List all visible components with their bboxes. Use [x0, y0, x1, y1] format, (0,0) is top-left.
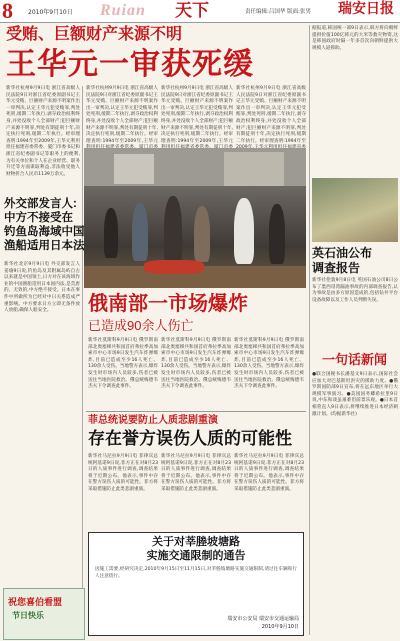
philippines-body-col1: 新华社马尼拉9月9日电 菲律宾总统阿基诺9日说,菲方正在对8月23日的人质事件进行调查,调查结果将于近期公布。他表示,事件中存在警方误伤人质的可能性。菲方将采取措施防止此类悲剧重演。: [88, 454, 158, 492]
section-title: 天下: [175, 1, 209, 20]
ad-line1: 祝您喜伯看盟: [8, 597, 63, 607]
side-headline-line1: 中方不接受在: [4, 212, 73, 224]
edition-logo: Ruian: [100, 2, 146, 19]
bp-body: 新华社伦敦9月8日电 英国石油公司8日公布了墨西哥湾漏油事故的内部调查报告,认为事故是由多方原因造成的,包括钻井平台设备故障以及工作人员判断失误。: [312, 278, 398, 303]
blast-body-col2: 新华社莫斯科9月9日电 俄罗斯南部北奥塞梯共和国首府弗拉季高加索市中心市场9日发生汽车炸弹爆炸,目前已造成至少16人死亡、130余人受伤。当地警方表示,爆炸发生时市场内人员较多,伤者已被送往当地医院救治。俄总统梅德韦杰夫下令调查此事件。: [161, 338, 231, 390]
brief-news-body: ●联合国秘书长潘基文9日表示,国际社会应加大对巴基斯坦洪灾的援助力度。●俄罗斯国防部9日宣布,将在远东地区举行大规模军事演习。●美国国务卿希拉里9日说,中东和谈虽艰难但前景乐观。●日本首相菅直人9日表示,将继续推进日本经济刺激计划。(均据新华社): [312, 372, 398, 417]
editors-credit: 责任编辑:吕国华 版面:张男: [245, 9, 311, 15]
ad-line2: 节日快乐: [12, 611, 44, 620]
column-divider: [82, 86, 83, 626]
blast-body-col3: 新华社莫斯科9月9日电 俄罗斯南部北奥塞梯共和国首府弗拉季高加索市中心市场9日发生汽车炸弹爆炸,目前已造成至少16人死亡、130余人受伤。当地警方表示,爆炸发生时市场内人员较多,伤者已被送往当地医院救治。俄总统梅德韦杰夫下令调查此事件。: [234, 338, 304, 390]
blast-subhead: 已造成90余人伤亡: [88, 318, 194, 333]
side-body: 新华社北京9月9日电 外交部发言人姜瑜9日说,钓鱼岛及其附属岛屿自古以来就是中国领土,日方对在该海域作业的中国渔船适用日本国内法,是荒唐的、无效的,中方绝不接受。日本在事件中所做所为已经对中日关系造成严重影响。中方要求日方立即无条件放人放船,确保人船安全。: [4, 262, 80, 314]
notice-body: 因施工需要,经研究决定,2010年9月15日至11月15日,对莘塍坡塘路实施交通限制,请过往车辆和行人注意绕行。: [95, 567, 297, 579]
bp-photo: [312, 178, 398, 242]
right-top-body: 据报道,韩国统一部9日表示,韩方将向朝鲜提供价值100亿韩元的大米等救灾物资,这是韩国政府时隔一年多首次向朝鲜提供大规模人道援助。: [312, 26, 398, 51]
brief-news-heading: 一句话新闻: [322, 352, 388, 367]
notice-date: 2010年9月10日: [261, 624, 299, 630]
lead-kicker: 受贿、巨额财产来源不明: [6, 26, 183, 43]
side-headline-line3: 渔船适用日本法: [4, 240, 85, 252]
blast-body-col1: 新华社莫斯科9月9日电 俄罗斯南部北奥塞梯共和国首府弗拉季高加索市中心市场9日发生汽车炸弹爆炸,目前已造成至少16人死亡、130余人受伤。当地警方表示,爆炸发生时市场内人员较多,伤者已被送往当地医院救治。俄总统梅德韦杰夫下令调查此事件。: [88, 338, 158, 390]
notice-title-2: 实施交通限制的通告: [146, 550, 246, 562]
bp-headline-line2: 调查报告: [312, 261, 361, 275]
traffic-notice: [88, 532, 304, 636]
newspaper-name: 瑞安日报: [338, 2, 394, 17]
masthead: [0, 0, 400, 23]
lead-body-col2: 新华社杭州9月9日电 浙江省高级人民法院9日对浙江省纪委原副书记王华元受贿、巨额财产来源不明案作出一审判决,认定王华元犯受贿罪,判处死刑,缓期二年执行,剥夺政治权利终身,并处没收个人全部财产;犯巨额财产来源不明罪,判处有期徒刑十年,决定执行死刑,缓期二年执行。经审理查明:1994年至2009年,王华元: [86, 86, 158, 144]
advertisement: [3, 588, 85, 640]
market-blast-photo: [84, 148, 306, 288]
philippines-body-col2: 新华社马尼拉9月9日电 菲律宾总统阿基诺9日说,菲方正在对8月23日的人质事件进行调查,调查结果将于近期公布。他表示,事件中存在警方误伤人质的可能性。菲方将采取措施防止此类悲剧重演。: [161, 454, 231, 492]
lead-body-col1: 新华社杭州9月9日电 浙江省高级人民法院9日对浙江省纪委原副书记王华元受贿、巨额财产来源不明案作出一审判决,认定王华元犯受贿罪,判处死刑,缓期二年执行,剥夺政治权利终身,并处没收个人全部财产;犯巨额财产来源不明罪,判处有期徒刑十年,决定执行死刑,缓期二年执行。经审理查明:1994年至2009年,王华元利用担任福建省委常委、厦门市委书记和浙江省纪委副书记等职务上的便利,为有关单位和个人在企业经营、职务升迁等方面谋取利益,非法收受他人财物折合人民币1139万余元。: [6, 86, 80, 177]
issue-date: 2010年9月10日: [28, 9, 73, 16]
bp-headline-line1: 英石油公布: [312, 246, 373, 260]
side-kicker: 外交部发言人:: [4, 198, 77, 210]
bp-headline: [312, 246, 372, 276]
page-number: 8: [2, 0, 13, 23]
lead-body-col3: 新华社杭州9月9日电 浙江省高级人民法院9日对浙江省纪委原副书记王华元受贿、巨额财产来源不明案作出一审判决,认定王华元犯受贿罪,判处死刑,缓期二年执行,剥夺政治权利终身,并处没收个人全部财产;犯巨额财产来源不明罪,判处有期徒刑十年,决定执行死刑,缓期二年执行。经审理查明:1994年至2009年,王华元: [161, 86, 233, 144]
side-headline-line2: 钓鱼岛海域中国: [4, 226, 85, 238]
side-headline: [4, 197, 85, 253]
blast-headline: 俄南部一市场爆炸: [88, 293, 248, 315]
notice-signature: 瑞安市公安局 瑞安市交通运输局: [227, 616, 299, 622]
philippines-body-col3: 新华社马尼拉9月9日电 菲律宾总统阿基诺9日说,菲方正在对8月23日的人质事件进行调查,调查结果将于近期公布。他表示,事件中存在警方误伤人质的可能性。菲方将采取措施防止此类悲剧重演。: [234, 454, 304, 492]
philippines-kicker: 菲总统说要防止人质悲剧重演: [88, 415, 218, 426]
lead-body-col4: 新华社杭州9月9日电 浙江省高级人民法院9日对浙江省纪委原副书记王华元受贿、巨额财产来源不明案作出一审判决,认定王华元犯受贿罪,判处死刑,缓期二年执行,剥夺政治权利终身,并处没收个人全部财产;犯巨额财产来源不明罪,判处有期徒刑十年,决定执行死刑,缓期二年执行。经审理查明:1994年至: [236, 86, 306, 144]
notice-title: 关于对莘塍坡塘路: [152, 536, 240, 548]
right-rail-divider: [309, 25, 310, 635]
philippines-headline: 存在誉方误伤人质的可能性: [88, 429, 292, 448]
section-rule: [86, 411, 306, 412]
lead-headline: 王华元一审获死缓: [6, 48, 254, 81]
